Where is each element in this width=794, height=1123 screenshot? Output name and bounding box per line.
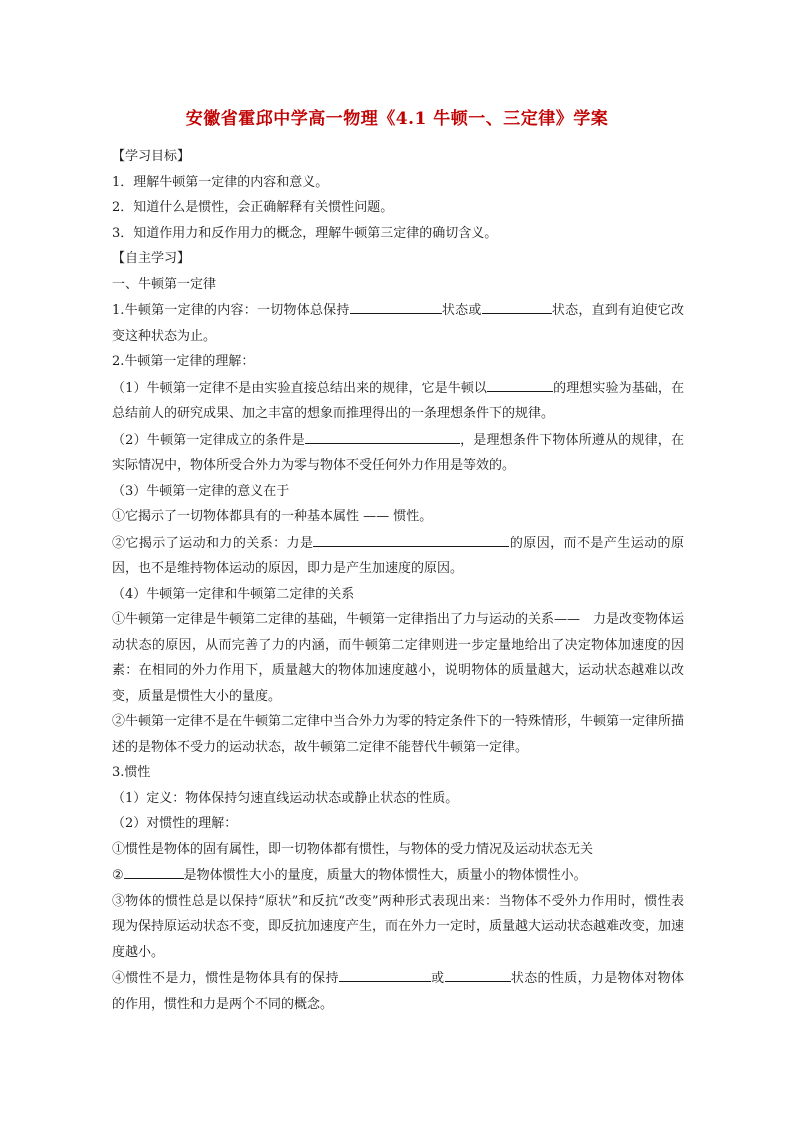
text-span: 的原因，而不是产生运动的原因，也不是维持物体运动的原因，即力是产生加速度的原因。 bbox=[112, 535, 684, 576]
goal-item: 1．理解牛顿第一定律的内容和意义。 bbox=[112, 174, 329, 190]
fill-blank[interactable] bbox=[487, 375, 553, 392]
paragraph: ②牛顿第一定律不是在牛顿第二定律中当合外力为零的特定条件下的一特殊情形，牛顿第一定律所描述的是物体不受力的运动状态，故牛顿第二定律不能替代牛顿第一定律。 bbox=[112, 714, 685, 755]
fill-blank[interactable] bbox=[124, 862, 184, 879]
text-span: 状态的性质，力是物体对物体的作用，惯性和力是两个不同的概念。 bbox=[112, 971, 684, 1012]
text-span: ②它揭示了运动和力的关系：力是 bbox=[112, 535, 314, 551]
text-span: 状态，直到有迫使它改变这种状态为止。 bbox=[112, 303, 684, 344]
text-span: 或 bbox=[430, 971, 445, 986]
document-body bbox=[112, 144, 684, 1017]
paragraph: 2.牛顿第一定律的理解： bbox=[112, 354, 255, 369]
text-span: ② bbox=[112, 868, 124, 883]
fill-blank[interactable] bbox=[305, 427, 460, 444]
paragraph: （1）定义：物体保持匀速直线运动状态或静止状态的性质。 bbox=[112, 790, 459, 806]
paragraph bbox=[112, 375, 684, 427]
text-span: 1.牛顿第一定律的内容：一切物体总保持 bbox=[112, 303, 350, 318]
goals-heading: 【学习目标】 bbox=[112, 149, 191, 164]
paragraph bbox=[112, 965, 684, 1017]
goal-item: 3．知道作用力和反作用力的概念，理解牛顿第三定律的确切含义。 bbox=[112, 225, 498, 241]
paragraph bbox=[112, 297, 684, 349]
paragraph: （4）牛顿第一定律和牛顿第二定律的关系 bbox=[112, 586, 355, 602]
fill-blank[interactable] bbox=[482, 297, 552, 314]
text-span: 状态或 bbox=[441, 303, 482, 318]
fill-blank[interactable] bbox=[313, 530, 509, 547]
paragraph bbox=[112, 530, 684, 582]
fill-blank[interactable] bbox=[339, 965, 431, 982]
text-span: 是物体惯性大小的量度，质量大的物体惯性大，质量小的物体惯性小。 bbox=[183, 868, 587, 883]
fill-blank[interactable] bbox=[445, 965, 511, 982]
text-span: （2）牛顿第一定律成立的条件是 bbox=[112, 432, 305, 448]
paragraph bbox=[112, 862, 684, 889]
paragraph: ①惯性是物体的固有属性，即一切物体都有惯性，与物体的受力情况及运动状态无关 bbox=[112, 841, 594, 857]
goal-item: 2．知道什么是惯性，会正确解释有关惯性问题。 bbox=[112, 200, 394, 215]
fill-blank[interactable] bbox=[350, 297, 442, 314]
text-span: 的理想实验为基础，在总结前人的研究成果、加之丰富的想象而推理得出的一条理想条件下的规律。 bbox=[112, 380, 684, 421]
study-heading: 【自主学习】 bbox=[112, 251, 191, 266]
paragraph: （3）牛顿第一定律的意义在于 bbox=[112, 483, 290, 499]
text-span: （1）牛顿第一定律不是由实验直接总结出来的规律，它是牛顿以 bbox=[112, 380, 488, 396]
text-span: ，是理想条件下物体所遵从的规律，在实际情况中，物体所受合外力为零与物体不受任何外力作用是等效的。 bbox=[112, 432, 684, 473]
text-span: ④惯性不是力，惯性是物体具有的保持 bbox=[112, 971, 339, 986]
paragraph: ①它揭示了一切物体都具有的一种基本属性 —— 惯性。 bbox=[112, 509, 433, 524]
section-heading: 一、牛顿第一定律 bbox=[112, 276, 217, 292]
paragraph: 3.惯性 bbox=[112, 765, 151, 780]
paragraph: ③物体的惯性总是以保持“原状”和反抗“改变”两种形式表现出来：当物体不受外力作用时，惯性表现为保持原运动状态不变，即反抗加速度产生，而在外力一定时，质量越大运动状态越难改变，加速度越小。 bbox=[112, 893, 685, 960]
paragraph: （2）对惯性的理解： bbox=[112, 816, 238, 831]
paragraph bbox=[112, 427, 684, 479]
page-title: 安徽省霍邱中学高一物理《4.1 牛顿一、三定律》学案 bbox=[185, 109, 609, 129]
paragraph: ①牛顿第一定律是牛顿第二定律的基础，牛顿第一定律指出了力与运动的关系—— 力是改变物体运动状态的原因，从而完善了力的内涵，而牛顿第二定律则进一步定量地给出了决定物体加速度的因素：在相同的外力作用下，质量越大的物体加速度越小，说明物体的质量越大，运动状态越难以改变，质量是惯性大小的量度。 bbox=[112, 612, 685, 704]
